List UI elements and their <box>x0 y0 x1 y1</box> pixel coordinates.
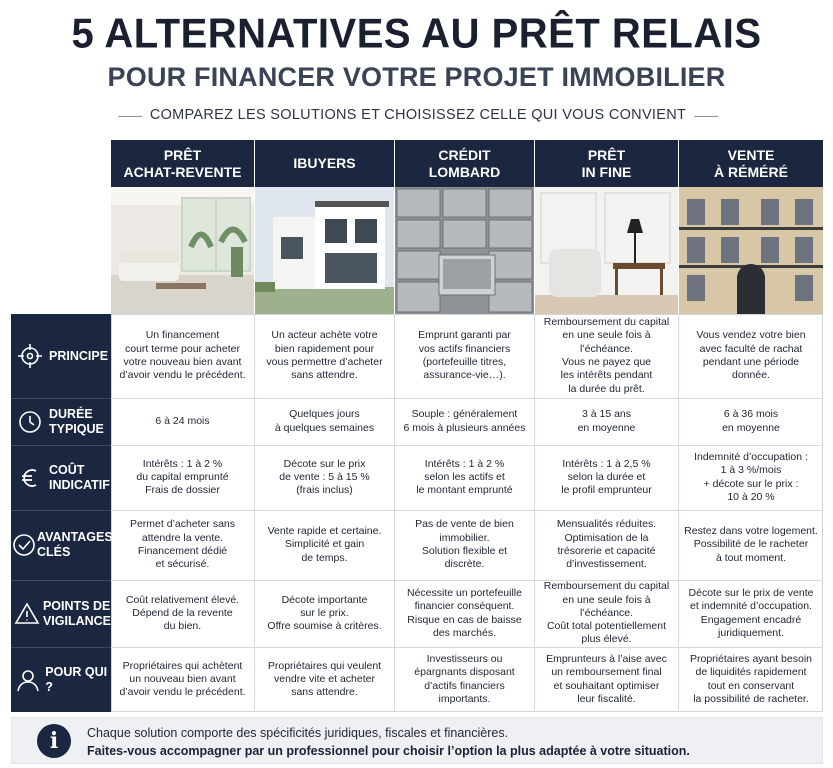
column-header-pret-in-fine: PRÊT IN FINE <box>535 140 678 187</box>
column-header-ibuyers: IBUYERS <box>255 140 394 187</box>
table-cell: Mensualités réduites. Optimisation de la trésorerie et capacité d’investissement. <box>556 518 657 571</box>
row-label-text: DURÉE TYPIQUE <box>49 406 104 436</box>
row-label-duree-typique <box>11 398 111 445</box>
table-cell: Quelques jours à quelques semaines <box>274 408 375 434</box>
table-cell: 3 à 15 ans en moyenne <box>577 408 636 434</box>
page-title: 5 ALTERNATIVES AU PRÊT RELAIS <box>71 10 762 58</box>
tagline-bar <box>118 107 718 127</box>
table-cell: Restez dans votre logement. Possibilité de le racheter à tout moment. <box>684 525 818 564</box>
table-cell: Indemnité d’occupation : 1 à 3 %/mois + décote sur le prix : 10 à 20 % <box>694 450 808 503</box>
table-cell: Souple : généralement 6 mois à plusieurs années <box>403 408 526 434</box>
target-icon <box>11 343 49 369</box>
table-cell: Un financement court terme pour acheter votre nouveau bien avant d’avoir vendu le précédent. <box>119 329 246 382</box>
table-cell: 6 à 36 mois en moyenne <box>722 408 780 434</box>
row-label-principe <box>11 314 111 398</box>
row-label-text: COÛT INDICATIF <box>49 462 110 492</box>
clock-icon <box>11 409 49 435</box>
table-cell: Un acteur achète votre bien rapidement pour vous permettre d’acheter sans attendre. <box>266 329 383 382</box>
table-cell: Coût relativement élevé. Dépend de la revente du bien. <box>125 593 240 633</box>
table-cell: Propriétaires qui achètent un nouveau bien avant d’avoir vendu le précédent. <box>119 659 246 699</box>
check-circle-icon <box>11 532 37 558</box>
row-label-avantages-cles <box>11 510 111 580</box>
table-cell: Intérêts : 1 à 2,5 % selon la durée et le profil emprunteur <box>561 457 652 497</box>
table-cell: Intérêts : 1 à 2 % selon les actifs et le montant emprunté <box>416 457 513 497</box>
euro-icon <box>11 465 49 491</box>
person-icon <box>11 667 45 693</box>
column-header-vente-a-remere: VENTE À RÉMÉRÉ <box>679 140 823 187</box>
safe-deposit-boxes-photo <box>395 187 534 314</box>
table-cell: Investisseurs ou épargnants disposant d’actifs financiers importants. <box>414 652 515 705</box>
table-cell: Vente rapide et certaine. Simplicité et gain de temps. <box>267 525 382 564</box>
column-header-credit-lombard: CRÉDIT LOMBARD <box>395 140 534 187</box>
table-cell: Intérêts : 1 à 2 % du capital emprunté Frais de dossier <box>136 457 229 497</box>
table-cell: 6 à 24 mois <box>155 414 210 427</box>
row-label-divider <box>11 445 111 446</box>
table-cell: Décote sur le prix de vente : 5 à 15 % (frais inclus) <box>279 457 370 497</box>
haussmann-facade-photo <box>679 187 823 314</box>
row-label-divider <box>11 647 111 648</box>
info-note <box>11 717 823 764</box>
row-label-divider <box>11 510 111 511</box>
row-label-divider <box>11 398 111 399</box>
modern-house-photo <box>255 187 394 314</box>
table-cell: Remboursement du capital en une seule fois à l’échéance. Coût total potentiellement plus élevé. <box>543 580 670 646</box>
info-note-line-1: Chaque solution comporte des spécificités juridiques, fiscales et financières. <box>87 726 509 740</box>
warning-icon <box>11 601 43 627</box>
table-cell: Vous vendez votre bien avec faculté de rachat pendant une période donnée. <box>696 329 806 382</box>
row-label-cout-indicatif <box>11 445 111 510</box>
table-cell: Emprunt garanti par vos actifs financiers (portefeuille titres, assurance-vie…). <box>418 329 511 382</box>
table-cell: Permet d’acheter sans attendre la vente. Financement dédié et sécurisé. <box>129 518 236 571</box>
table-cell: Décote importante sur le prix. Offre soumise à critères. <box>267 593 382 633</box>
row-label-text: POUR QUI ? <box>45 664 108 694</box>
row-label-points-de-vigilance <box>11 580 111 647</box>
row-label-text: AVANTAGES CLÉS <box>37 530 113 559</box>
table-cell: Emprunteurs à l’aise avec un remboursement final et souhaitant optimiser leur fiscalité. <box>546 652 667 705</box>
table-cell: Remboursement du capital en une seule fois à l’échéance. Vous ne payez que les intérêts pendant la durée du prêt. <box>543 316 670 395</box>
page-subtitle: POUR FINANCER VOTRE PROJET IMMOBILIER <box>107 62 726 92</box>
row-label-divider <box>11 580 111 581</box>
row-label-pour-qui <box>11 647 111 712</box>
table-cell: Décote sur le prix de vente et indemnité d’occupation. Engagement encadré juridiquement. <box>688 586 814 639</box>
info-note-line-2: Faites-vous accompagner par un professionnel pour choisir l’option la plus adaptée à votre situation. <box>87 744 690 758</box>
table-cell: Propriétaires qui veulent vendre vite et acheter sans attendre. <box>267 659 382 699</box>
table-cell: Pas de vente de bien immobilier. Solution flexible et discrète. <box>415 518 514 571</box>
row-label-text: POINTS DE VIGILANCE <box>42 598 111 628</box>
column-header-pret-achat-revente: PRÊT ACHAT-REVENTE <box>111 140 254 187</box>
armchair-interior-photo <box>535 187 678 314</box>
tagline: COMPAREZ LES SOLUTIONS ET CHOISISSEZ CELLE QUI VOUS CONVIENT <box>142 107 694 123</box>
table-cell: Propriétaires ayant besoin de liquidités rapidement tout en conservant la possibilité de racheter. <box>690 652 812 705</box>
living-room-photo <box>111 187 254 314</box>
table-cell: Nécessite un portefeuille financier conséquent. Risque en cas de baisse des marchés. <box>407 586 522 639</box>
info-icon: i <box>37 724 71 758</box>
row-label-text: PRINCIPE <box>49 348 109 363</box>
